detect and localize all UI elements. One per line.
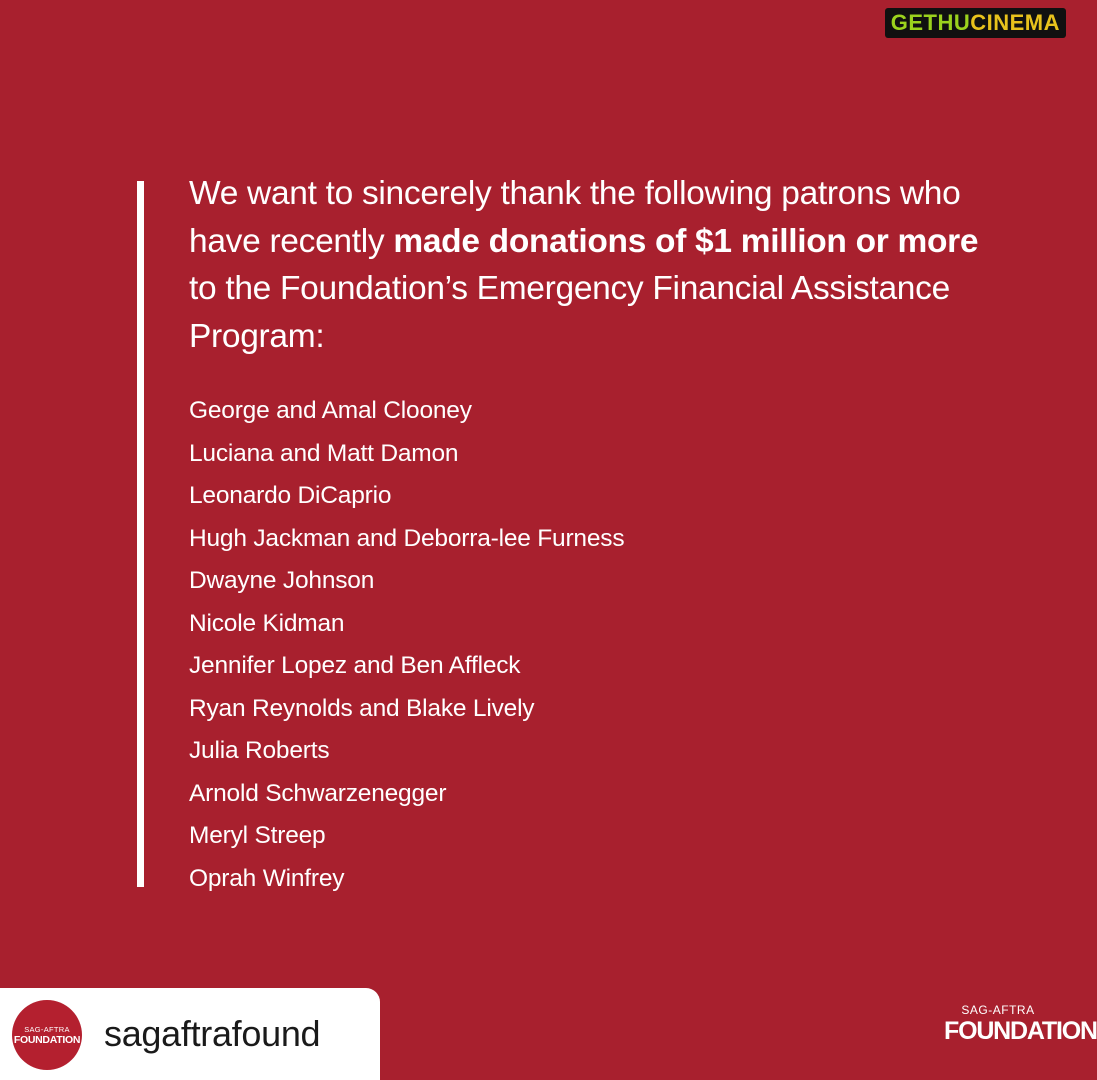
avatar-line1: SAG-AFTRA: [24, 1024, 70, 1034]
donor-item: Meryl Streep: [189, 822, 326, 849]
watermark-part2: CINEMA: [970, 10, 1060, 35]
donor-item: Luciana and Matt Damon: [189, 439, 459, 467]
avatar[interactable]: [12, 1000, 82, 1070]
donor-item: Arnold Schwarzenegger: [189, 779, 447, 807]
donor-item: Jennifer Lopez and Ben Affleck: [189, 652, 521, 679]
donor-item: Oprah Winfrey: [189, 864, 345, 892]
logo-line1: SAG-AFTRA: [961, 1003, 1035, 1017]
intro-before: We want to sincerely thank the following patrons who have recently: [189, 175, 961, 260]
intro-text: [189, 170, 979, 360]
intro-after: to the Foundation’s Emergency Financial Assistance Program:: [189, 270, 950, 355]
account-username[interactable]: sagaftrafound: [104, 1013, 321, 1054]
accent-bar: [137, 181, 144, 887]
donor-list: [189, 390, 624, 900]
account-tag[interactable]: [0, 988, 380, 1080]
intro-emphasis: made donations of $1 million or more: [393, 222, 979, 260]
avatar-line2: FOUNDATION: [13, 1033, 81, 1046]
watermark-part1: GETHU: [890, 10, 971, 35]
logo-line2: FOUNDATION: [944, 1017, 1097, 1045]
donor-item: Ryan Reynolds and Blake Lively: [189, 694, 535, 722]
foundation-logo: [944, 1003, 1097, 1045]
donor-item: Hugh Jackman and Deborra-lee Furness: [189, 524, 625, 552]
donor-item: Nicole Kidman: [189, 609, 345, 637]
donor-item: George and Amal Clooney: [189, 397, 472, 424]
donor-item: Julia Roberts: [189, 737, 330, 764]
donor-item: Dwayne Johnson: [189, 567, 375, 594]
donor-item: Leonardo DiCaprio: [189, 482, 392, 509]
watermark-logo: [885, 8, 1066, 38]
